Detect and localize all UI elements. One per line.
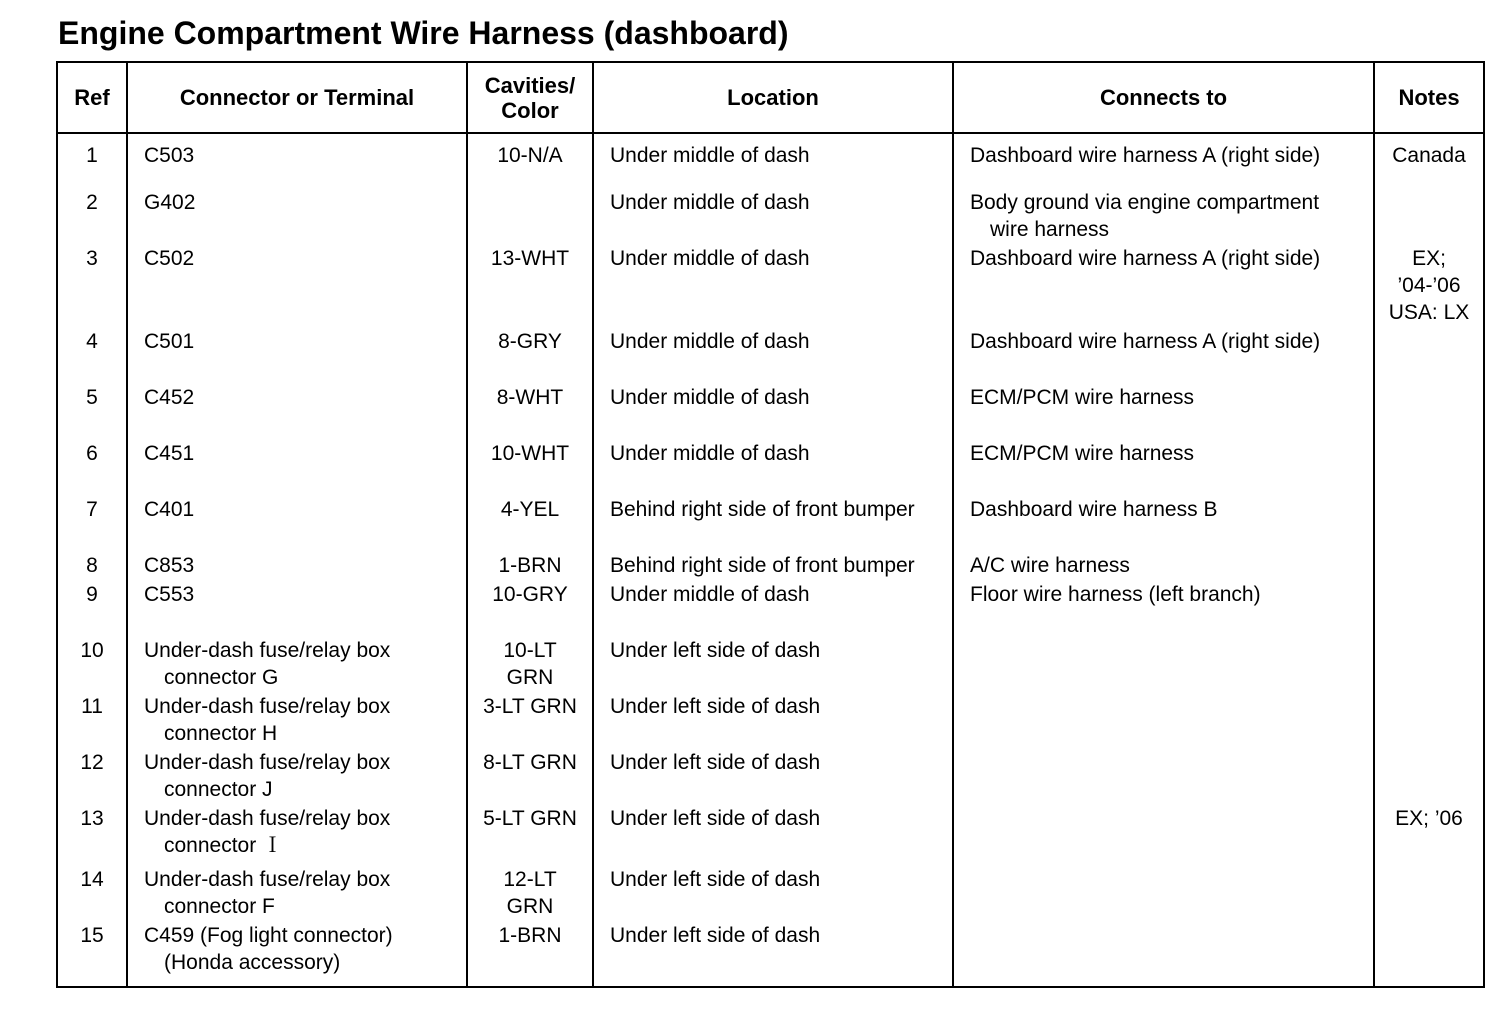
cell-connects-to [953,189,1374,245]
cell-cavities [467,384,593,440]
table-row [57,866,1484,922]
cell-cavities-cav1: 12-LT [503,868,557,891]
cell-connects-to [953,440,1374,496]
cell-connects-to-to1: Dashboard wire harness A (right side) [970,330,1321,353]
cell-ref [57,805,127,866]
cell-connects-to-to1: A/C wire harness [970,554,1130,577]
table-row [57,749,1484,805]
cell-ref [57,866,127,922]
cell-ref [57,552,127,581]
col-header-location: Location [593,62,953,133]
cell-ref-ref: 15 [80,924,104,947]
cell-location-loc: Under middle of dash [610,583,810,606]
cell-location [593,496,953,552]
col-header-cavities-line2: Color [501,97,559,123]
cell-connector [127,496,467,552]
col-header-cavities [467,62,593,133]
table-row [57,440,1484,496]
cell-location [593,805,953,866]
cell-connects-to-to1: Body ground via engine compartment [970,191,1320,214]
cell-connects-to-to1: Floor wire harness (left branch) [970,583,1261,606]
cell-connects-to-to2: wire harness [990,218,1110,241]
cell-ref-ref: 2 [86,191,98,214]
cell-ref [57,922,127,987]
cell-connector-conn1: G402 [144,191,196,214]
cell-location [593,384,953,440]
cell-cavities [467,866,593,922]
cell-notes [1374,328,1484,384]
cell-cavities [467,189,593,245]
page-title: Engine Compartment Wire Harness (dashboard) [58,15,789,51]
cell-location [593,693,953,749]
cell-location-loc: Under left side of dash [610,807,821,830]
cell-notes [1374,637,1484,693]
cell-notes-note1: EX; ’06 [1395,807,1463,830]
harness-table [56,61,1485,988]
cell-location [593,440,953,496]
cell-connector-conn1: C853 [144,554,195,577]
cell-connector [127,581,467,637]
cell-connector [127,637,467,693]
cell-cavities [467,440,593,496]
cell-connector-conn1: C502 [144,247,195,270]
cell-location [593,581,953,637]
cell-cavities [467,749,593,805]
cell-notes [1374,805,1484,866]
cell-ref-ref: 1 [86,144,98,167]
cell-notes [1374,245,1484,328]
cell-notes [1374,496,1484,552]
table-row [57,328,1484,384]
cell-ref [57,581,127,637]
cell-connector [127,189,467,245]
cell-connector-conn1: C401 [144,498,195,521]
cell-ref-ref: 5 [86,386,98,409]
cell-location [593,245,953,328]
cell-cavities [467,245,593,328]
cell-connector [127,805,467,866]
cell-connector [127,440,467,496]
cell-connector [127,245,467,328]
cell-connector-conn1: Under-dash fuse/relay box [144,695,391,718]
cell-location-loc: Under middle of dash [610,442,810,465]
cell-notes [1374,384,1484,440]
cell-connector-conn1: C553 [144,583,195,606]
cell-location-loc: Under left side of dash [610,639,821,662]
col-header-connects-to: Connects to [953,62,1374,133]
cell-location-loc: Under left side of dash [610,924,821,947]
cell-cavities-cav2: GRN [506,895,554,918]
cell-connector-conn1: C503 [144,144,195,167]
cell-ref [57,189,127,245]
cell-connector [127,133,467,189]
cell-notes [1374,922,1484,987]
cell-cavities-cav1: 1-BRN [498,924,562,947]
cell-location-loc: Under middle of dash [610,247,810,270]
cell-location [593,749,953,805]
col-header-cavities-line1: Cavities/ [484,72,576,98]
cell-ref [57,245,127,328]
cell-location [593,328,953,384]
cell-connects-to [953,693,1374,749]
table-row [57,637,1484,693]
cell-ref-ref: 14 [80,868,104,891]
cell-connects-to [953,133,1374,189]
cell-notes [1374,440,1484,496]
cell-connects-to [953,922,1374,987]
cell-notes [1374,552,1484,581]
cell-notes-note1: Canada [1392,144,1466,167]
cell-connector [127,328,467,384]
cell-notes-note2: ’04-’06 [1397,274,1461,297]
cell-ref-ref: 13 [80,807,104,830]
cell-location-loc: Under middle of dash [610,144,810,167]
cell-cavities [467,581,593,637]
table-row [57,805,1484,866]
cell-cavities [467,693,593,749]
table-body [57,133,1484,987]
cell-ref [57,133,127,189]
cell-ref-ref: 11 [81,695,103,718]
table-row [57,133,1484,189]
cell-connects-to [953,384,1374,440]
cell-cavities-cav1: 10-LT [503,639,557,662]
cell-notes-note3: USA: LX [1388,301,1470,324]
cell-connects-to [953,552,1374,581]
cell-cavities-cav1: 1-BRN [498,554,562,577]
col-header-ref: Ref [57,62,127,133]
cell-connector-conn1: Under-dash fuse/relay box [144,868,391,891]
cell-connector-conn1: C452 [144,386,195,409]
cell-ref [57,440,127,496]
cell-connector [127,552,467,581]
cell-ref [57,328,127,384]
cell-connector-conn1: Under-dash fuse/relay box [144,751,391,774]
cell-cavities [467,496,593,552]
table-header [57,62,1484,133]
cell-cavities-cav1: 13-WHT [490,247,570,270]
cell-cavities-cav1: 4-YEL [500,498,560,521]
cell-connects-to [953,637,1374,693]
cell-ref-ref: 9 [86,583,98,606]
cell-connector-conn1: Under-dash fuse/relay box [144,639,391,662]
cell-connector-conn1: C451 [144,442,195,465]
cell-connects-to [953,328,1374,384]
cell-ref [57,496,127,552]
cell-location-loc: Behind right side of front bumper [610,498,915,521]
table-row [57,189,1484,245]
col-header-notes: Notes [1374,62,1484,133]
cell-connector-conn1: C459 (Fog light connector) [144,924,393,947]
cell-notes [1374,749,1484,805]
cell-cavities-cav2: GRN [506,666,554,689]
cell-ref-ref: 12 [80,751,104,774]
cell-location-loc: Behind right side of front bumper [610,554,915,577]
cell-ref-ref: 6 [86,442,98,465]
cell-location-loc: Under middle of dash [610,191,810,214]
cell-location-loc: Under middle of dash [610,386,810,409]
cell-notes [1374,693,1484,749]
cell-ref-ref: 3 [86,247,98,270]
cell-cavities [467,637,593,693]
cell-location-loc: Under left side of dash [610,868,821,891]
cell-connector-conn2: connector Ｉ [164,834,284,857]
cell-connector-conn2: connector J [164,778,273,801]
cell-connects-to-to1: ECM/PCM wire harness [970,442,1195,465]
header-row [57,62,1484,133]
cell-cavities-cav1: 10-WHT [490,442,570,465]
table-row [57,245,1484,328]
cell-location [593,189,953,245]
cell-connects-to-to1: Dashboard wire harness A (right side) [970,247,1321,270]
cell-connector-conn1: Under-dash fuse/relay box [144,807,391,830]
cell-cavities [467,328,593,384]
cell-connector-conn2: (Honda accessory) [164,951,341,974]
cell-connector [127,384,467,440]
cell-cavities [467,922,593,987]
cell-location [593,922,953,987]
cell-connector [127,866,467,922]
cell-cavities-cav1: 10-N/A [497,144,563,167]
cell-notes [1374,866,1484,922]
cell-cavities-cav1: 8-WHT [496,386,564,409]
cell-connects-to-to1: Dashboard wire harness A (right side) [970,144,1321,167]
cell-ref-ref: 10 [80,639,104,662]
cell-ref-ref: 4 [86,330,98,353]
cell-cavities-cav1: 10-GRY [492,583,568,606]
table-row [57,922,1484,987]
cell-cavities [467,552,593,581]
cell-connector-conn2: connector G [164,666,279,689]
cell-connector-conn2: connector F [164,895,275,918]
cell-cavities-cav1: 5-LT GRN [483,807,577,830]
cell-ref [57,693,127,749]
cell-connector [127,922,467,987]
col-header-connector: Connector or Terminal [127,62,467,133]
table-row [57,581,1484,637]
cell-connects-to [953,496,1374,552]
cell-cavities [467,133,593,189]
cell-connects-to [953,581,1374,637]
cell-cavities-cav1: 8-LT GRN [483,751,577,774]
table-row [57,693,1484,749]
table-row [57,496,1484,552]
cell-connector-conn2: connector H [164,722,278,745]
cell-location-loc: Under left side of dash [610,695,821,718]
cell-connects-to-to1: Dashboard wire harness B [970,498,1218,521]
cell-connector [127,749,467,805]
cell-connects-to [953,245,1374,328]
cell-notes [1374,189,1484,245]
cell-ref-ref: 7 [86,498,98,521]
cell-notes [1374,581,1484,637]
cell-cavities-cav1: 3-LT GRN [483,695,577,718]
cell-connects-to [953,866,1374,922]
table-row [57,384,1484,440]
cell-ref [57,637,127,693]
cell-location [593,133,953,189]
cell-location [593,637,953,693]
cell-ref [57,749,127,805]
cell-ref-ref: 8 [86,554,98,577]
cell-connects-to [953,749,1374,805]
cell-connector-conn1: C501 [144,330,195,353]
cell-location [593,552,953,581]
cell-notes-note1: EX; [1412,247,1446,270]
table-row [57,552,1484,581]
cell-notes [1374,133,1484,189]
cell-connector [127,693,467,749]
cell-location-loc: Under middle of dash [610,330,810,353]
cell-cavities-cav1: 8-GRY [498,330,562,353]
cell-connects-to [953,805,1374,866]
cell-connects-to-to1: ECM/PCM wire harness [970,386,1195,409]
cell-location-loc: Under left side of dash [610,751,821,774]
cell-ref [57,384,127,440]
cell-location [593,866,953,922]
cell-cavities [467,805,593,866]
